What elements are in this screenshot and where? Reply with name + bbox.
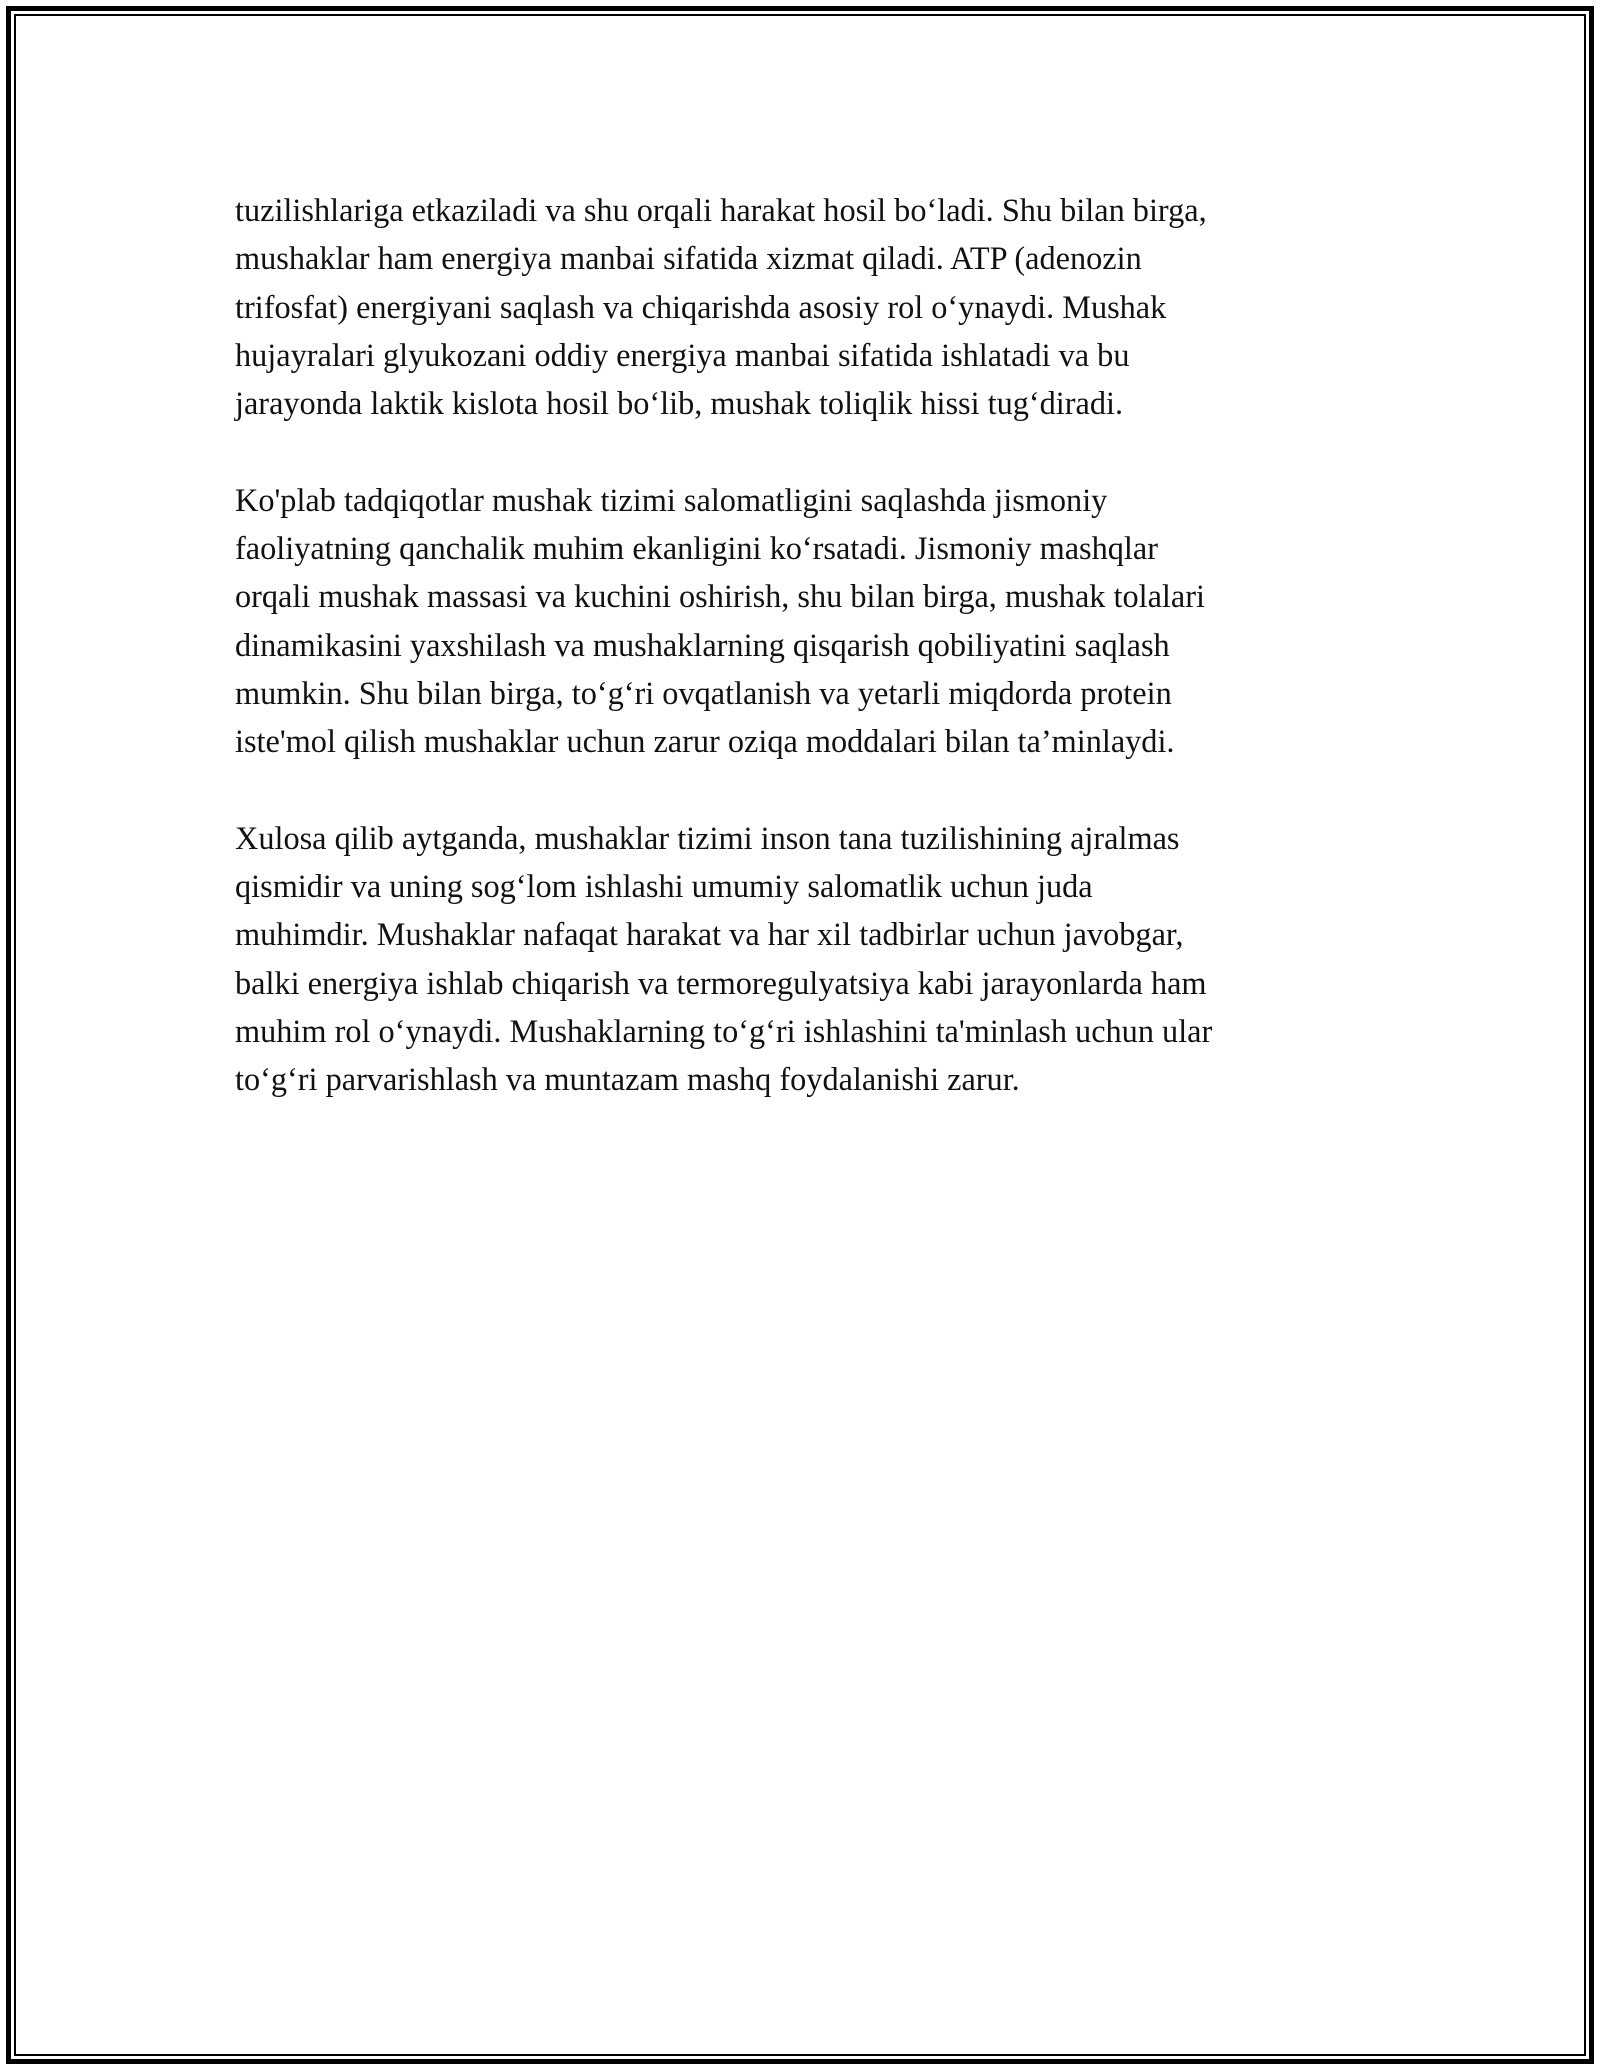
text-line: faoliyatning qanchalik muhim ekanligini ko‘rsatadi. Jismoniy mashqlar [235,530,1158,567]
text-line: trifosfat) energiyani saqlash va chiqarishda asosiy rol o‘ynaydi. Mushak [235,288,1167,325]
text-line: hujayralari glyukozani oddiy energiya manbai sifatida ishlatadi va bu [235,336,1130,373]
text-line: dinamikasini yaxshilash va mushaklarning qisqarish qobiliyatini saqlash [235,626,1170,663]
text-line: iste'mol qilish mushaklar uchun zarur oziqa moddalari bilan ta’minlaydi. [235,723,1175,760]
text-line: to‘g‘ri parvarishlash va muntazam mashq foydalanishi zarur. [235,1061,1020,1098]
text-line: muhimdir. Mushaklar nafaqat harakat va har xil tadbirlar uchun javobgar, [235,916,1184,953]
text-line: mumkin. Shu bilan birga, to‘g‘ri ovqatlanish va yetarli miqdorda protein [235,674,1172,711]
document-body [235,186,1375,1152]
paragraph-2 [235,476,1375,766]
text-line: jarayonda laktik kislota hosil bo‘lib, mushak toliqlik hissi tug‘diradi. [235,385,1124,422]
text-line: orqali mushak massasi va kuchini oshirish, shu bilan birga, mushak tolalari [235,578,1205,615]
paragraph-1 [235,186,1375,427]
text-line: Ko'plab tadqiqotlar mushak tizimi salomatligini saqlashda jismoniy [235,481,1108,518]
text-line: tuzilishlariga etkaziladi va shu orqali harakat hosil bo‘ladi. Shu bilan birga, [235,192,1207,228]
paragraph-3 [235,814,1375,1104]
text-line: qismidir va uning sog‘lom ishlashi umumiy salomatlik uchun juda [235,868,1093,905]
text-line: Xulosa qilib aytganda, mushaklar tizimi inson tana tuzilishining ajralmas [235,819,1180,856]
text-line: balki energiya ishlab chiqarish va termoregulyatsiya kabi jarayonlarda ham [235,964,1207,1001]
text-line: muhim rol o‘ynaydi. Mushaklarning to‘g‘ri ishlashini ta'minlash uchun ular [235,1013,1213,1050]
text-line: mushaklar ham energiya manbai sifatida xizmat qiladi. ATP (adenozin [235,240,1142,277]
